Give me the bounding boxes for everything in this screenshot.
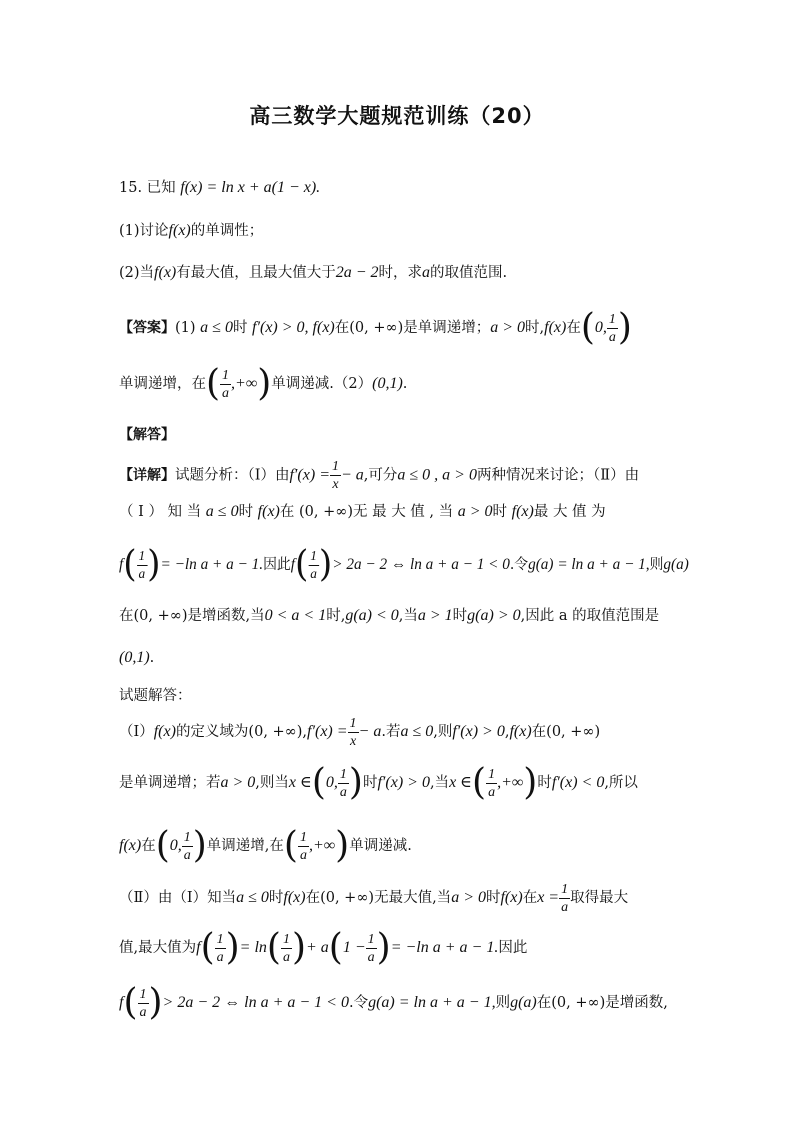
solution-answer-label-line: [119, 686, 679, 706]
fraction: $\frac{1}{a}$: [138, 548, 146, 582]
fraction: $\frac{1}{a}$: [183, 829, 191, 863]
fraction: $\frac{1}{a}$: [608, 311, 616, 345]
answer-label: 【答案】: [119, 320, 175, 336]
fraction: $\frac{1}{a}$: [282, 931, 290, 965]
fraction: $\frac{1}{a}$: [222, 367, 230, 401]
fraction: $\frac{1}{a}$: [310, 548, 317, 582]
fraction: $\frac{1}{a}$: [488, 766, 496, 800]
solution-line-6: f( $\frac{1}{a}$ )> 2a − 2 ⇔ ln a + a − 1 < 0.令g(a) = ln a + a − 1,则g(a)在(0, +∞)是增函数,: [119, 982, 668, 1023]
detail-label: 【详解】: [119, 467, 175, 484]
solution-line-1: （Ⅰ）f(x)的定义域为(0, +∞),f′(x) = $\frac{1}{x}$ − a.若a ≤ 0,则f′(x) > 0,f(x)在(0, +∞): [119, 715, 601, 749]
solution-label-line: [119, 425, 679, 445]
detail-line-4: 在(0, +∞)是增函数,当0 < a < 1时,g(a) < 0,当a > 1时g(a) > 0,因此 a 的取值范围是: [119, 607, 660, 624]
fraction: $\frac{1}{a}$: [367, 931, 375, 965]
problem-number: 15. 已知: [119, 180, 176, 196]
detail-line-2: （ Ⅰ ） 知 当 a ≤ 0时 f(x)在 (0, +∞)无 最 大 值 , 当 a > 0时 f(x)最 大 值 为: [119, 503, 606, 520]
detail-line-5: (0,1).: [119, 649, 155, 666]
function-definition: f(x) = ln x + a(1 − x).: [180, 179, 321, 196]
solution-line-5: 值,最大值为f( $\frac{1}{a}$ )= ln( $\frac{1}{a}$ )+ a(1 − $\frac{1}{a}$ )= −ln a + a − 1.因此: [119, 927, 528, 968]
fraction: $\frac{1}{a}$: [216, 931, 224, 965]
answer-line-1: 【答案】(1) a ≤ 0时 f′(x) > 0, f(x)在(0, +∞)是单调递增；a > 0时,f(x)在(0, $\frac{1}{a}$ ): [119, 307, 632, 348]
solution-line-4: （Ⅱ）由（Ⅰ）知当a ≤ 0时f(x)在(0, +∞)无最大值,当a > 0时f(x)在x = $\frac{1}{a}$ 取得最大: [119, 881, 629, 915]
detail-line-3: f( $\frac{1}{a}$ )= −ln a + a − 1.因此f( $\frac{1}{a}$ )> 2a − 2 ⇔ ln a + a − 1 < 0.令g(a) = ln a + a − 1,则g(a): [119, 544, 689, 585]
fraction: $\frac{1}{a}$: [139, 986, 147, 1020]
problem-stem: [119, 178, 679, 198]
fraction: $\frac{1}{x}$: [331, 459, 339, 492]
solution-label: 【解答】: [119, 427, 175, 443]
solution-line-3: f(x)在(0, $\frac{1}{a}$ )单调递增,在( $\frac{1}{a}$ ,+∞)单调递减.: [119, 825, 412, 866]
fraction: $\frac{1}{a}$: [561, 881, 569, 915]
problem-part-1: (1)讨论f(x)的单调性；: [119, 222, 264, 239]
detail-line-1: 【详解】试题分析：（Ⅰ）由f′(x) = $\frac{1}{x}$ − a,可分a ≤ 0 , a > 0两种情况来讨论；（Ⅱ）由: [119, 459, 640, 492]
answer-line-2: 单调递增，在( $\frac{1}{a}$ ,+∞)单调递减.（2）(0,1).: [119, 363, 408, 404]
fraction: $\frac{1}{a}$: [299, 829, 307, 863]
fraction: $\frac{1}{x}$: [349, 715, 357, 749]
solution-line-2: 是单调递增；若a > 0,则当x ∈(0, $\frac{1}{a}$ )时f′(x) > 0,当x ∈( $\frac{1}{a}$ ,+∞)时f′(x) < 0,所以: [119, 762, 638, 803]
page-title: 高三数学大题规范训练（20）: [249, 104, 545, 128]
solution-answer-label: 试题解答：: [119, 688, 192, 704]
fraction: $\frac{1}{a}$: [339, 766, 347, 800]
problem-part-2: (2)当f(x)有最大值，且最大值大于2a − 2时，求a的取值范围.: [119, 264, 508, 281]
